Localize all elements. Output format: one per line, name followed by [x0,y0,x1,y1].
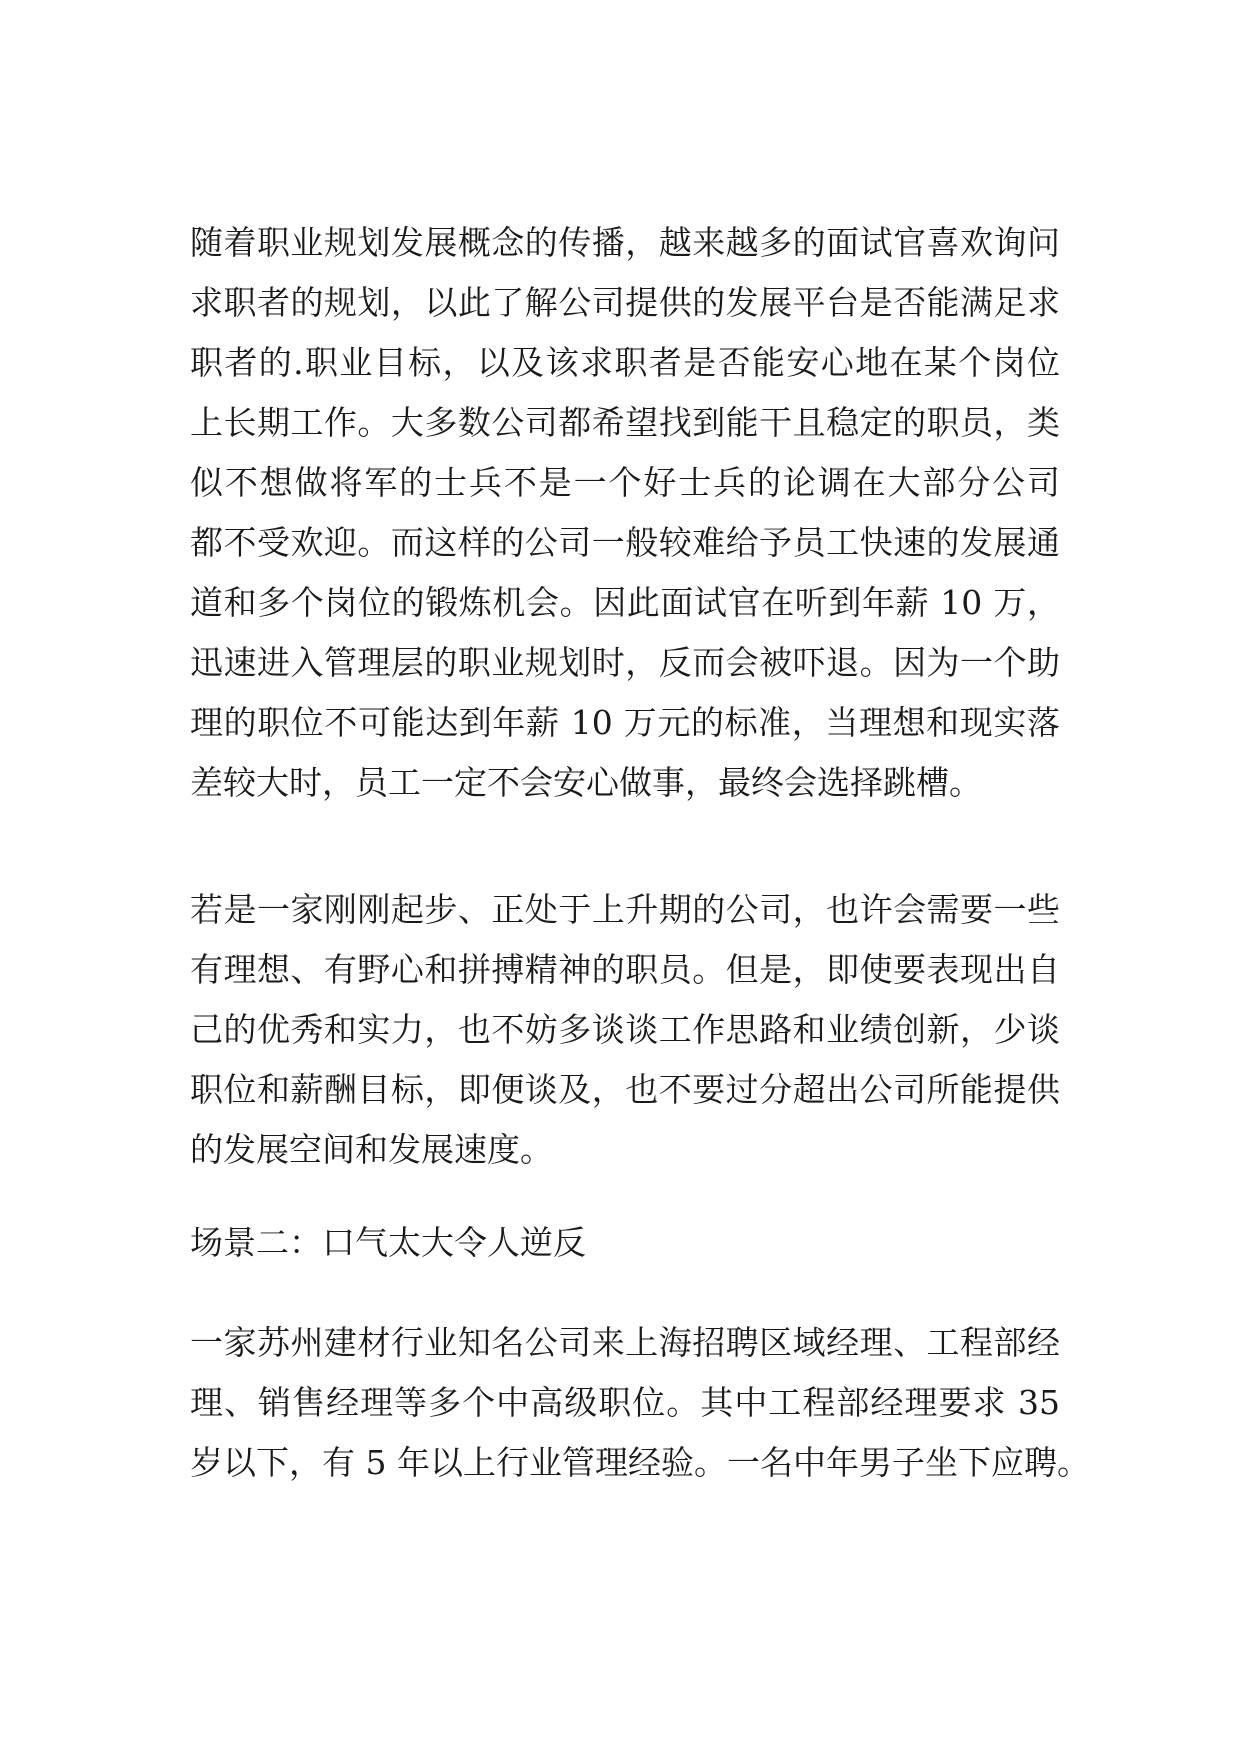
heading-line: 场景二：口气太大令人逆反 [190,1223,586,1262]
text-line: 己的优秀和实力，也不妨多谈谈工作思路和业绩创新，少谈 [190,1010,1060,1049]
text-line: 的发展空间和发展速度。 [190,1130,553,1169]
text-line: 理、销售经理等多个中高级职位。其中工程部经理要求 35 [190,1383,1060,1422]
text-line: 职者的.职业目标，以及该求职者是否能安心地在某个岗位 [190,343,1060,382]
paragraph-startup-company [190,880,1060,1180]
text-line: 差较大时，员工一定不会安心做事，最终会选择跳槽。 [190,763,982,802]
paragraph-suzhou-company [190,1313,1090,1493]
text-line: 有理想、有野心和拼搏精神的职员。但是，即使要表现出自 [190,950,1060,989]
text-line: 道和多个岗位的锻炼机会。因此面试官在听到年薪 10 万， [190,583,1060,622]
section-heading-scene-two [190,1213,1060,1273]
text-line: 理的职位不可能达到年薪 10 万元的标准，当理想和现实落 [190,703,1060,742]
text-line: 若是一家刚刚起步、正处于上升期的公司，也许会需要一些 [190,890,1060,929]
paragraph-career-planning [190,213,1060,813]
text-line: 职位和薪酬目标，即便谈及，也不要过分超出公司所能提供 [190,1070,1060,1109]
text-line: 似不想做将军的士兵不是一个好士兵的论调在大部分公司 [190,463,1060,502]
text-line: 迅速进入管理层的职业规划时，反而会被吓退。因为一个助 [190,643,1060,682]
text-line: 求职者的规划，以此了解公司提供的发展平台是否能满足求 [190,283,1060,322]
text-line: 一家苏州建材行业知名公司来上海招聘区域经理、工程部经 [190,1323,1060,1362]
text-line: 岁以下，有 5 年以上行业管理经验。一名中年男子坐下应聘。 [190,1443,1090,1482]
text-line: 上长期工作。大多数公司都希望找到能干且稳定的职员，类 [190,403,1060,442]
text-line: 随着职业规划发展概念的传播，越来越多的面试官喜欢询问 [190,223,1060,262]
text-line: 都不受欢迎。而这样的公司一般较难给予员工快速的发展通 [190,523,1060,562]
